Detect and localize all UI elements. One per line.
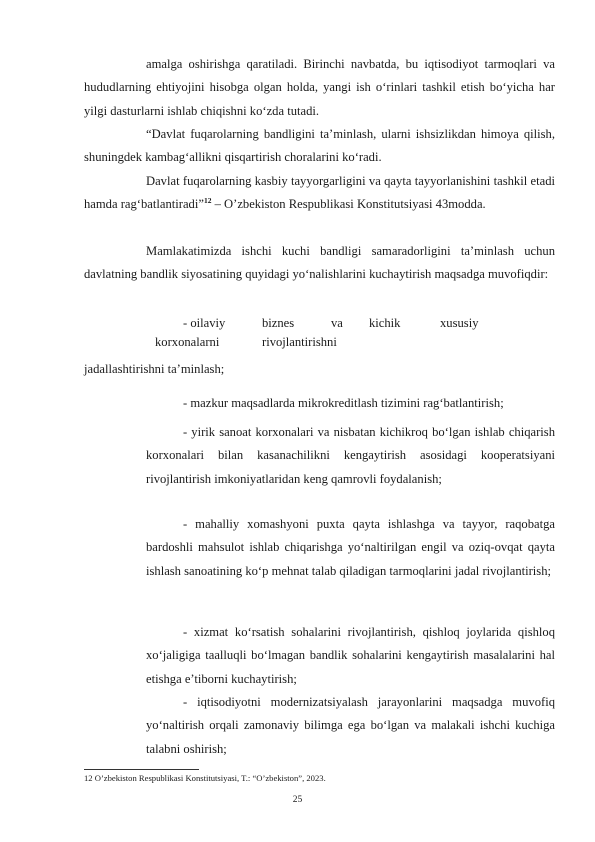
list-item-4: - mahalliy xomashyoni puxta qayta ishlashga va tayyor, raqobatga bardoshli mahsulot ishlab chiqarishga yo‘naltirilgan engil va oziq-ovqat qayta ishlash sanoatining ko‘p mehnat talab qiladigan tarmoqlarini jadal rivojlantirish;: [146, 517, 555, 578]
footnote-ref[interactable]: 12: [203, 196, 212, 206]
list-item-1-word: korxonalarni: [155, 335, 220, 349]
list-item-1-word: va: [331, 316, 343, 330]
paragraph-intro: amalga oshirishga qaratiladi. Birinchi navbatda, bu iqtisodiyot tarmoqlari va hududlarning ehtiyojini hisobga olgan holda, yangi ish o‘rinlari tashkil etish bo‘yicha har yilgi dasturlarni ishlab chiqishni ko‘zda tutadi.: [84, 57, 555, 118]
list-item-1-word: biznes: [262, 316, 295, 330]
quote-text: Davlat fuqarolarning kasbiy tayyorgarligini va qayta tayyorlanishini tashkil etadi hamda rag‘batlantiradi”: [84, 174, 555, 212]
page-number: 25: [292, 795, 303, 805]
list-item-6: - iqtisodiyotni modernizatsiyalash jarayonlarini maqsadga muvofiq yo‘naltirish orqali zamonaviy bilimga ega bo‘lgan va malakali ishchi kuchiga talabni oshirish;: [146, 695, 555, 756]
list-item-2: - mazkur maqsadlarda mikrokreditlash tizimini rag‘batlantirish;: [183, 396, 504, 410]
list-item-3: - yirik sanoat korxonalari va nisbatan kichikroq bo‘lgan ishlab chiqarish korxonalari bilan kasanachilikni kengaytirish asosidagi kooperatsiyani rivojlantirish imkoniyatlaridan keng qamrovli foydalanish;: [146, 425, 555, 486]
quote-source: – O’zbekiston Respublikasi Konstitutsiyasi 43modda.: [211, 197, 486, 212]
list-item-5: - xizmat ko‘rsatish sohalarini rivojlantirish, qishloq joylarida qishloq xo‘jaligiga taalluqli bo‘lmagan bandlik sohalarini kengaytirish masalalarini hal etishga e’tiborni kuchaytirish;: [146, 625, 555, 686]
list-item-1-word: xususiy: [440, 316, 479, 330]
list-item-1-word: rivojlantirishni: [262, 335, 337, 349]
footnote: 12 O’zbekiston Respublikasi Konstitutsiyasi, T.: “O’zbekiston”, 2023.: [84, 773, 326, 783]
footnote-divider: [84, 769, 199, 770]
list-item-1-continuation: jadallashtirishni ta’minlash;: [84, 362, 225, 376]
paragraph-quote-start: “Davlat fuqarolarning bandligini ta’minlash, ularni ishsizlikdan himoya qilish, shuningdek kambag‘allikni qisqartirish choralarini ko‘radi.: [84, 127, 555, 165]
paragraph-constitution-quote: [84, 170, 555, 217]
list-item-1-word: - oilaviy: [183, 316, 226, 330]
paragraph-directions-intro: Mamlakatimizda ishchi kuchi bandligi samaradorligini ta’minlash uchun davlatning bandlik siyosatining quyidagi yo‘nalishlarini kuchaytirish maqsadga muvofiqdir:: [84, 244, 555, 282]
list-item-1-word: kichik: [369, 316, 401, 330]
